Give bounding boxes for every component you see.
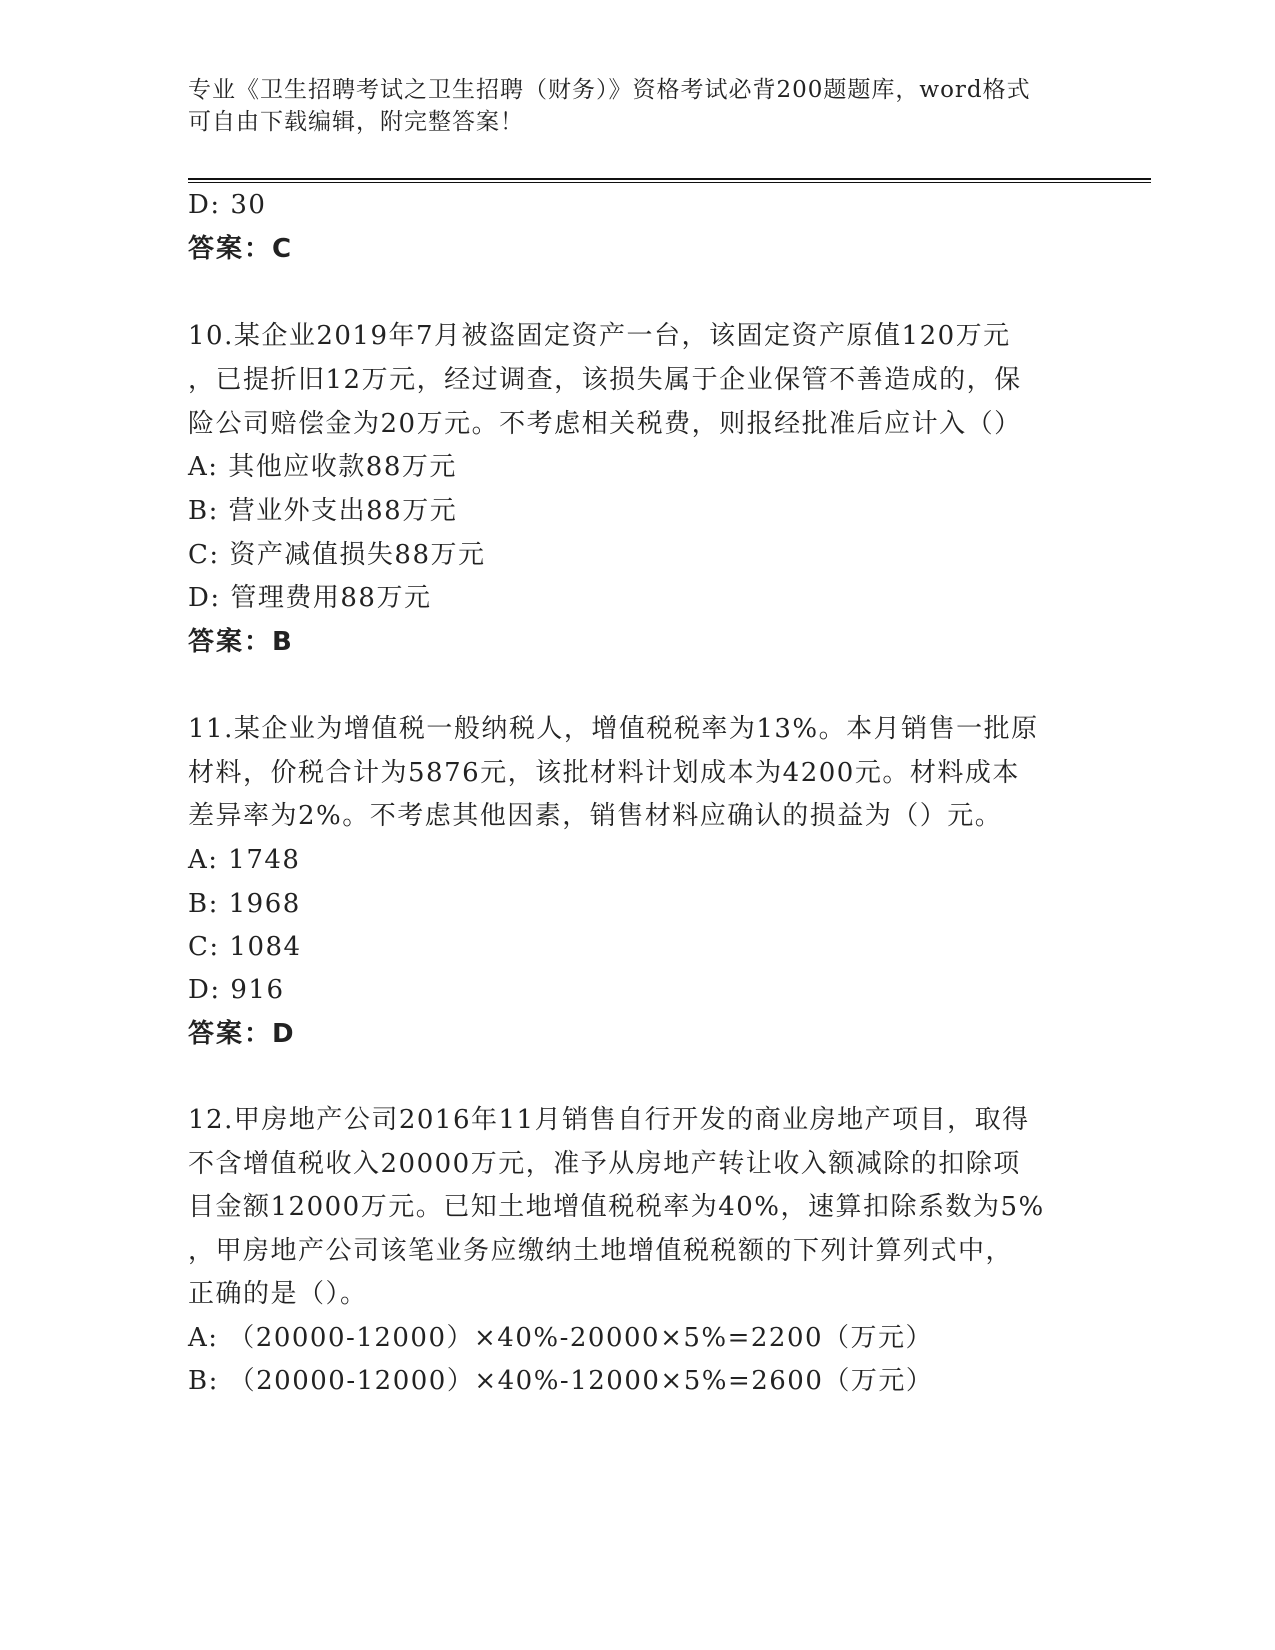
q12-option-b: B: （20000-12000）×40%-12000×5%=2600（万元） [188, 1366, 934, 1396]
q10-stem-line-1: 10.某企业2019年7月被盗固定资产一台，该固定资产原值120万元 [188, 321, 1011, 351]
q12-stem-line-2: 不含增值税收入20000万元，准予从房地产转让收入额减除的扣除项 [188, 1149, 1021, 1179]
q12-stem-line-3: 目金额12000万元。已知土地增值税税率为40%，速算扣除系数为5% [188, 1192, 1045, 1222]
q12-stem-line-1: 12.甲房地产公司2016年11月销售自行开发的商业房地产项目，取得 [188, 1105, 1030, 1135]
q11-option-c: C: 1084 [188, 932, 302, 962]
q11-option-b: B: 1968 [188, 889, 301, 919]
q10-option-d: D: 管理费用88万元 [188, 583, 432, 613]
q12-option-a: A: （20000-12000）×40%-20000×5%=2200（万元） [188, 1323, 934, 1353]
header-title-line-2: 可自由下载编辑，附完整答案！ [188, 109, 524, 135]
q11-stem-line-2: 材料，价税合计为5876元，该批材料计划成本为4200元。材料成本 [188, 758, 1020, 788]
q11-option-d: D: 916 [188, 975, 285, 1005]
q10-stem-line-3: 险公司赔偿金为20万元。不考虑相关税费，则报经批准后应计入（） [188, 409, 1022, 439]
q10-stem-line-2: ，已提折旧12万元，经过调查，该损失属于企业保管不善造成的，保 [188, 365, 1022, 395]
prev-answer: 答案：C [188, 234, 294, 264]
q12-stem-line-5: 正确的是（）。 [188, 1279, 368, 1309]
q11-stem-line-1: 11.某企业为增值税一般纳税人，增值税税率为13%。本月销售一批原 [188, 714, 1039, 744]
q10-option-a: A: 其他应收款88万元 [188, 452, 457, 482]
header-title-line-1: 专业《卫生招聘考试之卫生招聘（财务）》资格考试必背200题题库，word格式 [188, 77, 1031, 103]
q11-option-a: A: 1748 [188, 845, 301, 875]
page-header [188, 74, 1088, 138]
q11-stem-line-3: 差异率为2%。不考虑其他因素，销售材料应确认的损益为（）元。 [188, 801, 1003, 831]
prev-option-d: D: 30 [188, 190, 267, 220]
q10-option-b: B: 营业外支出88万元 [188, 496, 458, 526]
header-divider [188, 178, 1151, 183]
q11-answer: 答案：D [188, 1019, 296, 1049]
q10-answer: 答案：B [188, 627, 294, 657]
q10-option-c: C: 资产减值损失88万元 [188, 540, 486, 570]
q12-stem-line-4: ，甲房地产公司该笔业务应缴纳土地增值税税额的下列计算列式中， [188, 1236, 1014, 1266]
